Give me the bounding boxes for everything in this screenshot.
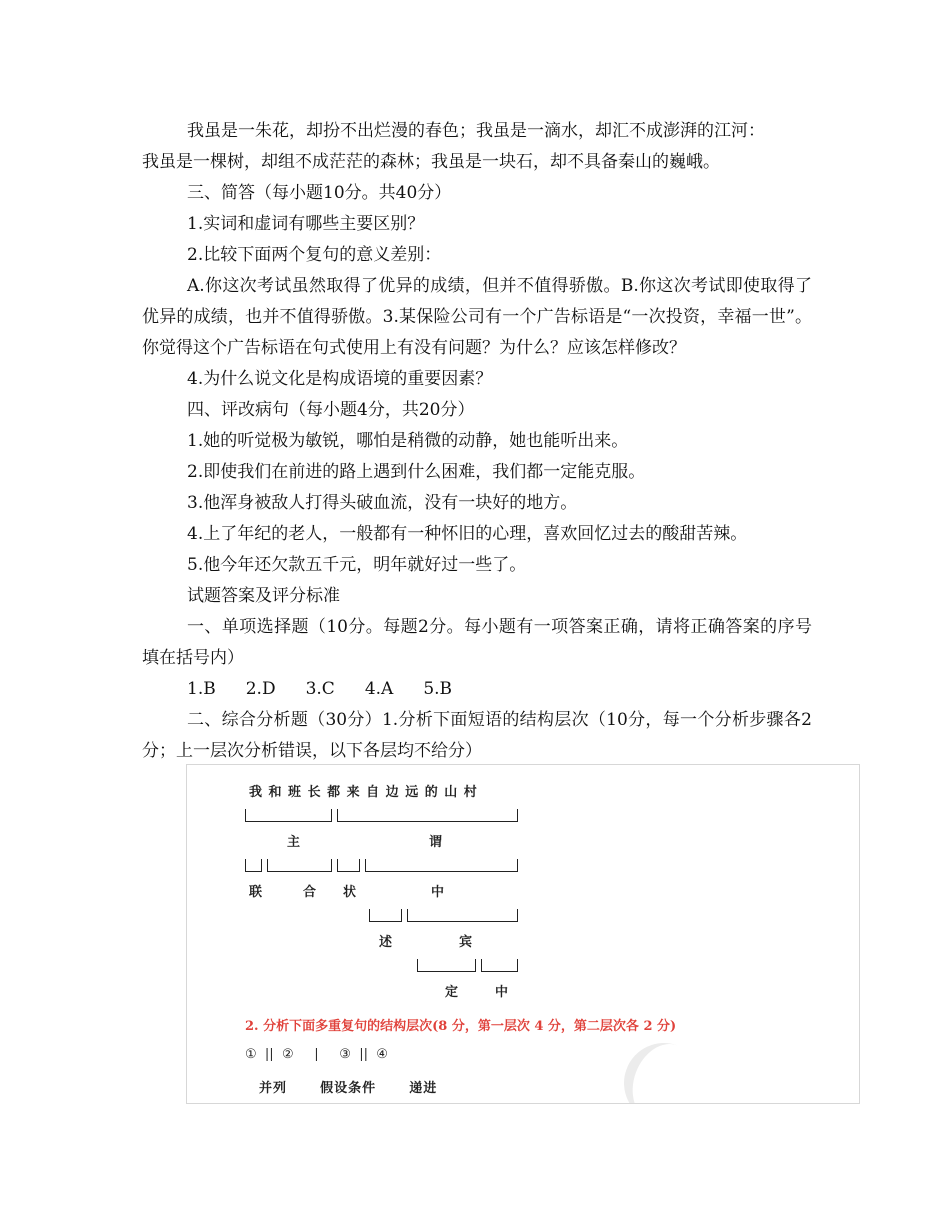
- phrase-text: 我 和 班 长 都 来 自 边 远 的 山 村: [249, 785, 478, 800]
- label-predicate: 谓: [429, 835, 444, 850]
- answer-3: 3.C: [305, 679, 335, 699]
- label-he: 合: [303, 885, 318, 900]
- label-shu: 述: [379, 935, 394, 950]
- answer-choices: [142, 674, 857, 705]
- answer-5: 5.B: [423, 679, 453, 699]
- label-ding: 定: [445, 985, 460, 1000]
- answer-1: 1.B: [187, 679, 216, 699]
- answer-2: 2.D: [245, 679, 276, 699]
- answer-section2-heading: 二、综合分析题（30分）1.分析下面短语的结构层次（10分，每一个分析步骤各2分；上一层次分析错误，以下各层均不给分）: [142, 710, 812, 761]
- answers-title: 试题答案及评分标准: [187, 586, 340, 606]
- label-zhuang: 状: [343, 885, 358, 900]
- label-zhong-2: 中: [495, 985, 510, 1000]
- section4-heading: 四、评改病句（每小题4分，共20分）: [187, 400, 475, 420]
- question-3-2-body: A.你这次考试虽然取得了优异的成绩，但并不值得骄傲。B.你这次考试即使取得了优异的成绩，也并不值得骄傲。3.某保险公司有一个广告标语是“一次投资，幸福一世”。你觉得这个广告标语在句式使用上有没有问题？为什么？应该怎样修改？: [142, 276, 812, 358]
- section3-heading: 三、简答（每小题10分。共40分）: [187, 183, 452, 203]
- question-3-4: 4.为什么说文化是构成语境的重要因素？: [187, 369, 493, 389]
- label-lian: 联: [249, 885, 264, 900]
- label-bin: 宾: [459, 935, 474, 950]
- answer-4: 4.A: [364, 679, 394, 699]
- question-2-red-text: 2. 分析下面多重复句的结构层次(8 分，第一层次 4 分，第二层次各 2 分): [245, 1019, 677, 1034]
- question-4-3: 3.他浑身被敌人打得头破血流，没有一块好的地方。: [187, 493, 578, 513]
- answer-section1-heading: 一、单项选择题（10分。每题2分。每小题有一项答案正确，请将正确答案的序号填在括号内）: [142, 617, 812, 668]
- question-4-5: 5.他今年还欠款五千元，明年就好过一些了。: [187, 555, 527, 575]
- poem-line-2: 我虽是一棵树，却组不成茫茫的森林；我虽是一块石，却不具备秦山的巍峨。: [142, 152, 720, 172]
- label-subject: 主: [287, 835, 302, 850]
- question-4-4: 4.上了年纪的老人，一般都有一种怀旧的心理，喜欢回忆过去的酸甜苦辣。: [187, 524, 748, 544]
- poem-line-1: 我虽是一朱花，却扮不出烂漫的春色；我虽是一滴水，却汇不成澎湃的江河：: [187, 121, 765, 141]
- question-3-2: 2.比较下面两个复句的意义差别：: [187, 245, 442, 265]
- label-zhong: 中: [431, 885, 446, 900]
- relation-labels: 并列 假设条件 递进: [259, 1081, 438, 1096]
- structure-analysis-figure: [186, 764, 860, 1104]
- question-4-1: 1.她的听觉极为敏锐，哪怕是稍微的动静，她也能听出来。: [187, 431, 629, 451]
- question-4-2: 2.即使我们在前进的路上遇到什么困难，我们都一定能克服。: [187, 462, 646, 482]
- question-3-1: 1.实词和虚词有哪些主要区别？: [187, 214, 425, 234]
- clause-markers: ① || ② | ③ || ④: [245, 1047, 388, 1062]
- watermark-swoosh: [613, 1032, 716, 1104]
